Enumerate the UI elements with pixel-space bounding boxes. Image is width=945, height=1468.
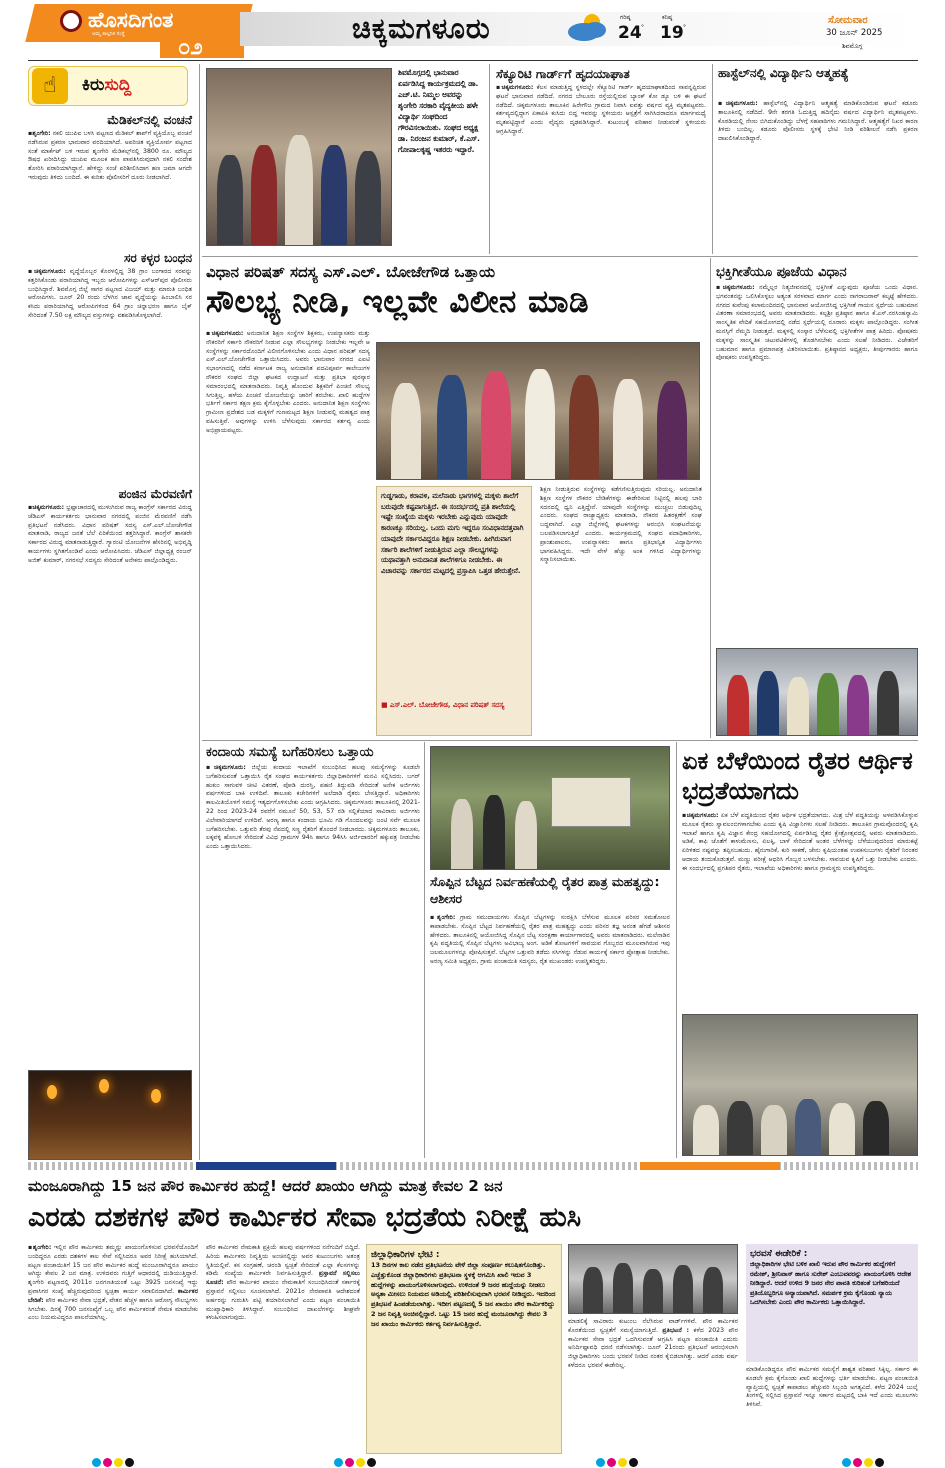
kirusuddi-column (28, 64, 196, 1164)
hostel-title: ಹಾಸ್ಟೆಲ್‌ನಲ್ಲಿ ವಿದ್ಯಾರ್ಥಿನಿ ಆತ್ಮಹತ್ಯೆ (718, 66, 849, 80)
promise-title: ಭರವಸೆ ಈಡೇರಿಕೆ : (750, 1249, 808, 1259)
kirusuddi-label-b: ಸುದ್ದಿ (104, 75, 132, 95)
kandaya-title: ಕಂದಾಯ ಸಮಸ್ಯೆ ಬಗೆಹರಿಸಲು ಒತ್ತಾಯ (206, 745, 374, 760)
bottom-col-4b-text: ಕಳೆದ 2023 ಪೌರ ಕಾರ್ಮಿಕರ ಸೇವಾ ಭದ್ರತೆ ಒದಗಿಸುವಂತೆ ಆಗ್ರಹಿಸಿ ಪಟ್ಟಣ ಪಂಚಾಯಿತಿ ಎದುರು ಅನಿರ್ದಿಷ್ಟಾವಧಿ ಧರಣಿ ನಡೆಸಲಾಗಿತ್ತು. ಜೂನ್ 21ರಂದು ಪ್ರತಿಭಟನೆ ಆರಂಭಿಸಲಾಗಿ ಜಿಲ್ಲಾಧಿಕಾರಿಗಳು ಬಂದು ಭರವಸೆ ನೀಡಿದ ನಂತರ ಕೈಬಿಡಲಾಗಿತ್ತು. ಆದರೆ ಎರಡು ವರ್ಷ ಕಳೆದರೂ ಭರವಸೆ ಈಡೇರಿಲ್ಲ. (568, 1326, 738, 1369)
lead-quote-text: ಗುಡ್ಡಗಾಡು, ಕರಾವಳಿ, ಮಲೆನಾಡು ಭಾಗಗಳಲ್ಲಿ ಮಕ್ಕಳು ಶಾಲೆಗೆ ಬರುವುದೇ ಕಷ್ಟವಾಗುತ್ತಿದೆ. ಈ ಸಂದರ್ಭದಲ್ಲಿ ಪ್ರತಿ ಶಾಲೆಯಲ್ಲಿ ಇಷ್ಟೇ ಸಂಖ್ಯೆಯ ಮಕ್ಕಳು ಇರಬೇಕು ಎನ್ನುವುದು ಯಾವುದೇ ಕಾರಣಕ್ಕೂ ಸರಿಯಲ್ಲ. ಒಂದು ಮಗು ಇದ್ದರೂ ಸಂವಿಧಾನದತ್ತವಾಗಿ ಯಾವುದೇ ಸರ್ಕಾರವಿದ್ದರೂ ಶಿಕ್ಷಣ ನೀಡಬೇಕು. ಹೀಗಿರುವಾಗ ಸರ್ಕಾರಿ ಶಾಲೆಗಳಿಗೆ ನೀಡುತ್ತಿರುವ ಎಲ್ಲಾ ಸೌಲಭ್ಯಗಳನ್ನು ಯಥಾವತ್ತಾಗಿ ಅನುದಾನಿತ ಶಾಲೆಗಳಿಗೂ ನೀಡಬೇಕು. ಈ ವಿಚಾರವನ್ನು ಸರ್ಕಾರದ ಮಟ್ಟದಲ್ಲಿ ಪ್ರಸ್ತಾಪಿಸಿ ಒತ್ತಡ ಹೇರುತ್ತೇನೆ. (381, 492, 524, 575)
min-temp-label: ಕನಿಷ್ಠ (662, 14, 673, 21)
story-torch-body (28, 504, 192, 1064)
dc-visit-body: 13 ದಿನಗಳ ಕಾಲ ನಡೆದ ಪ್ರತಿಭಟನೆಯ ವೇಳೆ ಜಿಲ್ಲಾ ಸಂಪೂರ್ಣ ಕಲುಷಿತಗೊಂಡಿತ್ತು. ಎಚ್ಚೆತ್ತುಕೊಂಡ ಜಿಲ್ಲಾಧಿಕಾರಿಗಳು ಪ್ರತಿಭಟನಾ ಸ್ಥಳಕ್ಕೆ ಆಗಮಿಸಿ ಖಾಲಿ ಇರುವ 3 ಹುದ್ದೆಗಳನ್ನು ಖಾಯಂಗೊಳಿಸಲಾಗುವುದು. ಉಳಿದಂತೆ 9 ಜನರ ಹುದ್ದೆಯನ್ನು ನೀಡಲು ಅನ್ಯತಾ ಮೀಸಲು ನಿಯಮದ ಅಡಿಯಲ್ಲಿ ಪರಿಶೀಲಿಸುವುದಾಗಿ ಭರವಸೆ ನೀಡಿದ್ದರು. ಇದರಿಂದ ಪ್ರತಿಭಟನೆ ಹಿಂಪಡೆಯಲಾಗಿತ್ತು. ಇದೀಗ ಪಟ್ಟಣದಲ್ಲಿ 5 ಜನ ಖಾಯಂ ಪೌರ ಕಾರ್ಮಿಕರಿದ್ದು 2 ಜನ ನಿವೃತ್ತಿ ಅಂಚಿನಲ್ಲಿದ್ದಾರೆ. ಒಟ್ಟು 15 ಜನರ ಹುದ್ದೆ ಮಂಜೂರಾಗಿದ್ದು ಕೇವಲ 3 ಜನ ಖಾಯಂ ಕಾರ್ಮಿಕರು ಕರ್ತವ್ಯ ನಿರ್ವಹಿಸುತ್ತಿದ್ದಾರೆ. (371, 1261, 556, 1328)
weather-cloud-icon (564, 12, 610, 42)
soppina-text: ಗ್ರಾಮ ಸಮುದಾಯಗಳು ಸೊಪ್ಪಿನ ಬೆಟ್ಟಗಳನ್ನು ಸಂರಕ್ಷಿಸಿ ಬೆಳೆಸುವ ಮೂಲಕ ಪರಿಸರ ಸಮತೋಲನ ಕಾಪಾಡಬೇಕು. ಸೊಪ್ಪಿನ ಬೆಟ್ಟದ ನಿರ್ವಹಣೆಯಲ್ಲಿ ರೈತರ ಪಾತ್ರ ಮಹತ್ವದ್ದು ಎಂದು ಪರಿಸರ ತಜ್ಞ ಅನಂತ ಹೆಗಡೆ ಆಶೀಸರ ಹೇಳಿದರು. ತಾಲೂಕಿನಲ್ಲಿ ಆಯೋಜಿಸಿದ್ದ ಸೊಪ್ಪಿನ ಬೆಟ್ಟ ಸಂರಕ್ಷಣಾ ಕಾರ್ಯಾಗಾರದಲ್ಲಿ ಅವರು ಮಾತನಾಡಿದರು. ಮಲೆನಾಡಿನ ಕೃಷಿ ಪದ್ಧತಿಯಲ್ಲಿ ಸೊಪ್ಪಿನ ಬೆಟ್ಟಗಳು ಅವಿಭಾಜ್ಯ ಅಂಗ. ಅಡಿಕೆ ತೋಟಗಳಿಗೆ ಸಾವಯವ ಗೊಬ್ಬರದ ಮೂಲವಾಗಿರುವ ಇವು ಜಲಮೂಲಗಳನ್ನೂ ಪೋಷಿಸುತ್ತವೆ. ಬೆಟ್ಟಗಳ ಒತ್ತುವರಿ ತಡೆದು ಸಸಿಗಳನ್ನು ನೆಡುವ ಕಾರ್ಯಕ್ಕೆ ಸರ್ಕಾರ ಪ್ರೋತ್ಸಾಹ ನೀಡಬೇಕು. ಅರಣ್ಯ ಸಮಿತಿ ಅಧ್ಯಕ್ಷರು, ಗ್ರಾಮ ಪಂಚಾಯಿತಿ ಸದಸ್ಯರು, ರೈತ ಮುಖಂಡರು ಉಪಸ್ಥಿತರಿದ್ದರು. (430, 914, 670, 965)
hostel-text: ಹಾಸ್ಟೆಲ್‌ನಲ್ಲಿ ವಿದ್ಯಾರ್ಥಿನಿ ಆತ್ಮಹತ್ಯೆ ಮಾಡಿಕೊಂಡಿರುವ ಘಟನೆ ಕಡೂರು ತಾಲೂಕಿನಲ್ಲಿ ನಡೆದಿದೆ. 9ನೇ ತರಗತಿ ಓದುತ್ತಿದ್ದ ಹದಿನೈದು ವರ್ಷದ ವಿದ್ಯಾರ್ಥಿನಿ ಮೃತಪಟ್ಟವಳು. ಕೊಠಡಿಯಲ್ಲಿ ನೇಣು ಬಿಗಿದುಕೊಂಡಿದ್ದು ಬೆಳಗ್ಗೆ ಸಹಪಾಠಿಗಳು ಗಮನಿಸಿದ್ದಾರೆ. ಆತ್ಮಹತ್ಯೆಗೆ ನಿಖರ ಕಾರಣ ತಿಳಿದು ಬಂದಿಲ್ಲ. ಕಡೂರು ಪೊಲೀಸರು ಸ್ಥಳಕ್ಕೆ ಭೇಟಿ ನೀಡಿ ಪರಿಶೀಲನೆ ನಡೆಸಿ ಪ್ರಕರಣ ದಾಖಲಿಸಿಕೊಂಡಿದ್ದಾರೆ. (718, 100, 918, 143)
bhakti-prize-photo (716, 648, 918, 736)
max-temp-label: ಗರಿಷ್ಠ (620, 14, 631, 21)
story-torch-dateline: ▪ಚಿಕ್ಕಮಗಳೂರು: (28, 504, 65, 511)
kandaya-text: ಜಿಲ್ಲೆಯ ಕಂದಾಯ ಇಲಾಖೆಗೆ ಸಂಬಂಧಿಸಿದ ಹಲವು ಸಮಸ್ಯೆಗಳನ್ನು ಕೂಡಲೇ ಬಗೆಹರಿಸುವಂತೆ ಒತ್ತಾಯಿಸಿ ರೈತ ಸಂಘದ ಕಾರ್ಯಕರ್ತರು ಜಿಲ್ಲಾಧಿಕಾರಿಗಳಿಗೆ ಮನವಿ ಸಲ್ಲಿಸಿದರು. ಬಗರ್ ಹುಕುಂ ಸಾಗುವಳಿ ಚೀಟಿ ವಿತರಣೆ, ಪೋಡಿ ದುರಸ್ತಿ, ಪಹಣಿ ತಿದ್ದುಪಡಿ ಸೇರಿದಂತೆ ಅನೇಕ ಅರ್ಜಿಗಳು ವರ್ಷಗಳಿಂದ ಬಾಕಿ ಉಳಿದಿವೆ. ತಾಲೂಕು ಕಚೇರಿಗಳಿಗೆ ಅಲೆದಾಡಿ ರೈತರು ಬೇಸತ್ತಿದ್ದಾರೆ. ಅಧಿಕಾರಿಗಳು ಕಾಲಮಿತಿಯೊಳಗೆ ಸಮಸ್ಯೆ ಇತ್ಯರ್ಥಗೊಳಿಸಬೇಕು ಎಂದು ಆಗ್ರಹಿಸಿದರು. ಚಿಕ್ಕಮಗಳೂರು ತಾಲೂಕಿನಲ್ಲಿ 2021-22 ರಿಂದ 2023-24 ರವರೆಗೆ ನಮೂನೆ 50, 53, 57 ರಡಿ ಸಲ್ಲಿಕೆಯಾದ ಸಾವಿರಾರು ಅರ್ಜಿಗಳು ವಿಲೇವಾರಿಯಾಗದೆ ಉಳಿದಿವೆ. ಅರಣ್ಯ ಹಾಗೂ ಕಂದಾಯ ಭೂಮಿ ಗಡಿ ಗೊಂದಲವನ್ನು ಜಂಟಿ ಸರ್ವೆ ಮೂಲಕ ಬಗೆಹರಿಸಬೇಕು. ಒತ್ತುವರಿ ತೆರವು ನೆಪದಲ್ಲಿ ಸಣ್ಣ ರೈತರಿಗೆ ತೊಂದರೆ ನೀಡಬಾರದು. ಚಿಕ್ಕಮಗಳೂರು ತಾಲೂಕು, ಲಕ್ಕವಳ್ಳಿ ಹೋಬಳಿ ಸೇರಿದಂತೆ ವಿವಿಧ ಗ್ರಾಮಗಳ 94ಸಿ ಹಾಗೂ 94ಸಿಸಿ ಅರ್ಜಿದಾರರಿಗೆ ಹಕ್ಕುಪತ್ರ ನೀಡಬೇಕು ಎಂದು ಒತ್ತಾಯಿಸಿದರು. (206, 764, 420, 851)
ekabele-title: ಏಕ ಬೆಳೆಯಿಂದ ರೈತರ ಆರ್ಥಿಕ ಭದ್ರತೆಯಾಗದು (682, 747, 913, 805)
security-text: ಕೆಲಸ ಮಾಡುತ್ತಿದ್ದ ಸ್ಥಳದಲ್ಲೇ ಸೆಕ್ಯೂರಿಟಿ ಗಾರ್ಡ್ ಹೃದಯಾಘಾತದಿಂದ ಸಾವನ್ನಪ್ಪಿರುವ ಘಟನೆ ಭಾನುವಾರ ನಡೆದಿದೆ. ನಗರದ ಬೇಲೂರು ರಸ್ತೆಯಲ್ಲಿರುವ ಬ್ಯಾಂಕ್ ಕೋ ಡ್ಯೂ ಬಳಿ ಈ ಘಟನೆ ನಡೆದಿದೆ. ಚಿಕ್ಕಮಗಳೂರು ತಾಲೂಕಿನ ಹಿರೇಗೌಜ ಗ್ರಾಮದ ನಿವಾಸಿ ಐವತ್ತು ವರ್ಷದ ವ್ಯಕ್ತಿ ಮೃತಪಟ್ಟವರು. ಕರ್ತವ್ಯದಲ್ಲಿದ್ದಾಗ ಏಕಾಏಕಿ ಕುಸಿದು ಬಿದ್ದ ಇವರನ್ನು ಸ್ಥಳೀಯರು ಆಸ್ಪತ್ರೆಗೆ ಸಾಗಿಸಿದರಾದರೂ ಮಾರ್ಗಮಧ್ಯೆ ಮೃತಪಟ್ಟಿದ್ದಾರೆ ಎಂದು ವೈದ್ಯರು ದೃಢಪಡಿಸಿದ್ದಾರೆ. ಕುಟುಂಬಕ್ಕೆ ಪರಿಹಾರ ನೀಡುವಂತೆ ಸ್ಥಳೀಯರು ಆಗ್ರಹಿಸಿದ್ದಾರೆ. (496, 84, 706, 135)
story-torch-title: ಪಂಜಿನ ಮೆರವಣಿಗೆ (118, 487, 192, 501)
bottom-headline: ಎರಡು ದಶಕಗಳ ಪೌರ ಕಾರ್ಮಿಕರ ಸೇವಾ ಭದ್ರತೆಯ ನಿರೀಕ್ಷೆ ಹುಸಿ (28, 1202, 582, 1233)
lead-kicker: ವಿಧಾನ ಪರಿಷತ್ ಸದಸ್ಯ ಎಸ್.ಎಲ್. ಬೋಜೇಗೌಡ ಒತ್ತಾಯ (206, 263, 496, 281)
story-medical-dateline: ▪ಶೃಂಗೇರಿ: (28, 130, 51, 137)
story-torch-text: ಭ್ರಷ್ಟಾಚಾರದಲ್ಲಿ ಮುಳುಗಿರುವ ರಾಜ್ಯ ಕಾಂಗ್ರೆಸ್ ಸರ್ಕಾರದ ವಿರುದ್ಧ ಜೆಡಿಎಸ್ ಕಾರ್ಯಕರ್ತರು ಭಾನುವಾರ ನಗರದಲ್ಲಿ ಪಂಜಿನ ಮೆರವಣಿಗೆ ನಡೆಸಿ ಪ್ರತಿಭಟನೆ ನಡೆಸಿದರು. ವಿಧಾನ ಪರಿಷತ್ ಸದಸ್ಯ ಎಸ್.ಎಲ್.ಬೋಜೇಗೌಡ ಮಾತನಾಡಿ, ರಾಜ್ಯದ ಜನತೆ ಬೆಲೆ ಏರಿಕೆಯಿಂದ ತತ್ತರಿಸಿದ್ದಾರೆ. ಕಾಂಗ್ರೆಸ್ ಶಾಸಕರೇ ಸರ್ಕಾರದ ವಿರುದ್ಧ ಮಾತನಾಡುತ್ತಿದ್ದಾರೆ. ಗ್ಯಾರಂಟಿ ಯೋಜನೆಗಳ ಹೆಸರಿನಲ್ಲಿ ಅಭಿವೃದ್ಧಿ ಕಾರ್ಯಗಳು ಸ್ಥಗಿತಗೊಂಡಿವೆ ಎಂದು ಆರೋಪಿಸಿದರು. ಜೆಡಿಎಸ್ ಜಿಲ್ಲಾಧ್ಯಕ್ಷ ರಂಜನ್ ಅಜಿತ್ ಕುಮಾರ್, ನಗರಸಭೆ ಸದಸ್ಯರು ಸೇರಿದಂತೆ ಅನೇಕರು ಪಾಲ್ಗೊಂಡಿದ್ದರು. (28, 504, 192, 564)
lead-quote-box (376, 486, 532, 736)
lead-text-1: ಅನುದಾನಿತ ಶಿಕ್ಷಣ ಸಂಸ್ಥೆಗಳ ಶಿಕ್ಷಕರು, ಉಪನ್ಯಾಸಕರು ಮತ್ತು ನೌಕರರಿಗೆ ಸರ್ಕಾರಿ ನೌಕರರಿಗೆ ನೀಡುವ ಎಲ್ಲಾ ಸೌಲಭ್ಯಗಳನ್ನು ನೀಡಬೇಕು ಇಲ್ಲವೇ ಆ ಸಂಸ್ಥೆಗಳನ್ನು ಸರ್ಕಾರದೊಂದಿಗೆ ವಿಲೀನಗೊಳಿಸಬೇಕು ಎಂದು ವಿಧಾನ ಪರಿಷತ್ ಸದಸ್ಯ ಎಸ್.ಎಲ್.ಬೋಜೇಗೌಡ ಒತ್ತಾಯಿಸಿದರು. ಅವರು ಭಾನುವಾರ ನಗರದ ಎಐಟಿ ಸಭಾಂಗಣದಲ್ಲಿ ನಡೆದ ಕರ್ನಾಟಕ ರಾಜ್ಯ ಅನುದಾನಿತ ಪದವಿಪೂರ್ವ ಕಾಲೇಜುಗಳ ನೌಕರರ ಸಂಘದ ಜಿಲ್ಲಾ ಘಟಕದ ಉದ್ಘಾಟನೆ ಮತ್ತು ಪ್ರತಿಭಾ ಪುರಸ್ಕಾರ ಸಮಾರಂಭದಲ್ಲಿ ಮಾತನಾಡಿದರು. ನಿವೃತ್ತಿ ಹೊಂದುವ ಶಿಕ್ಷಕರಿಗೆ ಪಿಂಚಣಿ ಸೌಲಭ್ಯ ಸಿಗುತ್ತಿಲ್ಲ. ಹಳೆಯ ಪಿಂಚಣಿ ಯೋಜನೆಯನ್ನು ಜಾರಿಗೆ ತರಬೇಕು. ಖಾಲಿ ಹುದ್ದೆಗಳ ಭರ್ತಿಗೆ ಸರ್ಕಾರ ತಕ್ಷಣ ಕ್ರಮ ಕೈಗೊಳ್ಳಬೇಕು ಎಂದರು. ಅನುದಾನಿತ ಶಿಕ್ಷಣ ಸಂಸ್ಥೆಗಳು ಗ್ರಾಮೀಣ ಪ್ರದೇಶದ ಬಡ ಮಕ್ಕಳಿಗೆ ಗುಣಮಟ್ಟದ ಶಿಕ್ಷಣ ನೀಡುವಲ್ಲಿ ಮಹತ್ವದ ಪಾತ್ರ ವಹಿಸುತ್ತಿವೆ. ಅವುಗಳನ್ನು ಉಳಿಸಿ ಬೆಳೆಸುವುದು ಸರ್ಕಾರದ ಕರ್ತವ್ಯ ಎಂದು ಅಭಿಪ್ರಾಯಪಟ್ಟರು. (206, 330, 370, 434)
edition-place: ಶಿವಮೊಗ್ಗ (842, 42, 863, 50)
bottom-col-1 (28, 1244, 198, 1454)
story-chain-body (28, 268, 192, 482)
lead-body-1 (206, 330, 370, 730)
section-divider (28, 1162, 918, 1170)
soppina-body (430, 914, 670, 1156)
ekabele-dateline: ▪ಚಿಕ್ಕಮಗಳೂರು: (682, 812, 719, 819)
security-dateline: ▪ಚಿಕ್ಕಮಗಳೂರು: (496, 84, 534, 91)
story-chain-title: ಸರ ಕಳ್ಳರ ಬಂಧನ (124, 251, 192, 265)
issue-day: ಸೋಮವಾರ (828, 15, 868, 26)
workers-photo (568, 1244, 738, 1314)
bottom-sub-protest: ಪ್ರತಿಭಟನೆ : (662, 1326, 689, 1334)
bottom-col-1b-text: ಪೌರ ಕಾರ್ಮಿಕರ ಸೇವಾ ಭದ್ರತೆ, ವೇತನ ಹೆಚ್ಚಳ ಹಾಗೂ ಆರೋಗ್ಯ ಸೌಲಭ್ಯಗಳು ಸಿಗಬೇಕು. ದಿನಕ್ಕೆ 700 ಜನಸಂಖ್ಯೆಗೆ ಒಬ್ಬ ಪೌರ ಕಾರ್ಮಿಕರಂತೆ ನೇಮಕ ಮಾಡಬೇಕು ಎಂಬ ನಿಯಮವಿದ್ದರೂ ಪಾಲನೆಯಾಗಿಲ್ಲ. (28, 1296, 198, 1322)
lead-event-photo (376, 342, 700, 480)
bottom-col-2-text: ಪೌರ ಕಾರ್ಮಿಕರ ನೇಮಕಾತಿ ಪ್ರಕ್ರಿಯೆ ಹಲವು ವರ್ಷಗಳಿಂದ ನನೆಗುದಿಗೆ ಬಿದ್ದಿದೆ. ಹಿರಿಯ ಕಾರ್ಮಿಕರು ನಿವೃತ್ತಿಯ ಅಂಚಿನಲ್ಲಿದ್ದು ಅವರ ಕುಟುಂಬಗಳು ಅತಂತ್ರ ಸ್ಥಿತಿಯಲ್ಲಿವೆ. ಕಸ ಸಂಗ್ರಹಣೆ, ಚರಂಡಿ ಸ್ವಚ್ಛತೆ ಸೇರಿದಂತೆ ಎಲ್ಲಾ ಕೆಲಸಗಳನ್ನು ಕಡಿಮೆ ಸಂಖ್ಯೆಯ ಕಾರ್ಮಿಕರೇ ನಿರ್ವಹಿಸುತ್ತಿದ್ದಾರೆ. (206, 1244, 360, 1278)
promise-body: ಜಿಲ್ಲಾಧಿಕಾರಿಗಳ ಭೇಟಿ ಬಳಿಕ ಖಾಲಿ ಇರುವ ಪೌರ ಕಾರ್ಮಿಕರ ಹುದ್ದೆಗಳಿಗೆ ರಮೇಶ್, ಶ್ರೀನಿವಾಸ್ ಹಾಗೂ ಸುರೇಶ್ ಎಂಬುವವರನ್ನು ಖಾಯಂಗೊಳಿಸಿ ಆದೇಶ ನೀಡಿದ್ದಾರೆ. ಆದರೆ ಉಳಿದ 9 ಜನರ ನೇರ ಪಾವತಿ ಕುರಿತಂತೆ ಬಗೆಹರಿಯದೆ ಪ್ರತಿಯೊಬ್ಬರಿಗೂ ಅನ್ಯಾಯವಾಗಿದೆ. ಸಮರ್ಪಕ ಕ್ರಮ ಕೈಗೊಂಡು ನ್ಯಾಯ ಒದಗಿಸಬೇಕು ಎಂದು ಪೌರ ಕಾರ್ಮಿಕರು ಒತ್ತಾಯಿಸಿದ್ದಾರೆ. (750, 1260, 912, 1307)
brand-tagline: ಅಮ್ಮ ಕಾಲ್ಪನಿಕ ಸಂಸ್ಥೆ (92, 31, 125, 37)
bottom-col-2 (206, 1244, 360, 1454)
lead-dateline: ▪ಚಿಕ್ಕಮಗಳೂರು: (206, 330, 244, 337)
newspaper-logo-icon (60, 10, 82, 32)
hostel-dateline: ▪ಚಿಕ್ಕಮಗಳೂರು: (718, 100, 758, 107)
divider-accent-orange (640, 1162, 780, 1170)
award-ceremony-photo (206, 68, 392, 246)
lead-headline: ಸೌಲಭ್ಯ ನೀಡಿ, ಇಲ್ಲವೇ ವಿಲೀನ ಮಾಡಿ (206, 284, 590, 320)
issue-date: 30 ಜೂನ್ 2025 (826, 28, 883, 38)
dc-visit-box (366, 1244, 562, 1454)
story-medical-text: ನಕಲಿ ಯುಪಿಐ ಬಳಸಿ ಪಟ್ಟಣದ ಮೆಡಿಕಲ್ ಶಾಪ್‌ಗೆ ವ್ಯಕ್ತಿಯೊಬ್ಬ ವಂಚನೆ ನಡೆಸಿರುವ ಪ್ರಕರಣ ಭಾನುವಾರ ವರದಿಯಾಗಿದೆ. ಅಪರಿಚಿತ ವ್ಯಕ್ತಿಯೋರ್ವ ಪಟ್ಟಣದ ಸಂತೆ ಮಾರ್ಕೆಟ್ ಬಳಿ ಇರುವ ಶೃಂಗೇರಿ ಮೆಡಿಕಲ್ಸ್‌ನಲ್ಲಿ 3800 ರೂ. ಮೌಲ್ಯದ ಔಷಧ ಖರೀದಿಸಿದ್ದು ಯುಪಿಐ ಮೂಲಕ ಹಣ ಪಾವತಿಸಿರುವುದಾಗಿ ನಕಲಿ ಸಂದೇಶ ತೋರಿಸಿ ಪರಾರಿಯಾಗಿದ್ದಾನೆ. ಹೇಳಿದ್ದು ಸಂಜೆ ಪರಿಶೀಲಿಸಿದಾಗ ಹಣ ಜಮಾ ಆಗದೇ ಇರುವುದು ತಿಳಿದು ಬಂದಿದೆ. ಈ ಕುರಿತು ಪೊಲೀಸರಿಗೆ ದೂರು ನೀಡಲಾಗಿದೆ. (28, 130, 192, 181)
security-body (496, 84, 706, 250)
bottom-kicker: ಮಂಜೂರಾಗಿದ್ದು 15 ಜನ ಪೌರ ಕಾರ್ಮಿಕರ ಹುದ್ದೆ! ಆದರೆ ಖಾಯಂ ಆಗಿದ್ದು ಮಾತ್ರ ಕೇವಲ 2 ಜನ (28, 1177, 503, 1195)
award-photo-caption: ಶಿವಮೊಗ್ಗದಲ್ಲಿ ಭಾನುವಾರ ಏರ್ಪಡಿಸಿದ್ದ ಕಾರ್ಯಕ್ರಮದಲ್ಲಿ ಡಾ. ಎಚ್.ಟಿ. ನಿಮ್ಮಲ ಅವರನ್ನು ಶೃಂಗೇರಿ ಸರಕಾರಿ ವೈದ್ಯಕೀಯ ಹಳೇ ವಿದ್ಯಾರ್ಥಿ ಸಂಘದಿಂದ ಗೌರವಿಸಲಾಯಿತು. ಸಂಘದ ಅಧ್ಯಕ್ಷ ಡಾ. ನಿರಂಜನ ಕುಮಾರ್, ಕೆ.ಎಸ್. ಗೋಪಾಲಕೃಷ್ಣ ಇತರರು ಇದ್ದಾರೆ. (398, 68, 480, 154)
farmers-meeting-photo (682, 1014, 918, 1156)
degree-max: ° (641, 24, 644, 31)
max-temp: 24 (618, 23, 642, 43)
bhakti-dateline: ▪ಚಿಕ್ಕಮಗಳೂರು: (716, 284, 755, 291)
degree-min: ° (683, 24, 686, 31)
security-title: ಸೆಕ್ಯೂರಿಟಿ ಗಾರ್ಡ್‌ಗೆ ಹೃದಯಾಘಾತ (496, 67, 630, 81)
bottom-dateline: ▪ಶೃಂಗೇರಿ: (28, 1244, 52, 1251)
kirusuddi-label-a: ಕಿರು (82, 75, 105, 95)
story-medical-title: ಮೆಡಿಕಲ್‌ನಲ್ಲಿ ವಂಚನೆ (107, 113, 192, 127)
lead-body-2: ಶಿಕ್ಷಣ ನೀಡುತ್ತಿರುವ ಸಂಸ್ಥೆಗಳನ್ನು ಕಡೆಗಣಿಸುತ್ತಿರುವುದು ಸರಿಯಲ್ಲ. ಅನುದಾನಿತ ಶಿಕ್ಷಣ ಸಂಸ್ಥೆಗಳ ನೌಕರರ ಬೇಡಿಕೆಗಳನ್ನು ಈಡೇರಿಸುವ ನಿಟ್ಟಿನಲ್ಲಿ ಹಲವು ಬಾರಿ ಸದನದಲ್ಲಿ ಧ್ವನಿ ಎತ್ತಿದ್ದೇನೆ. ಯಾವುದೇ ಸಂಸ್ಥೆಗಳನ್ನು ಮುಚ್ಚಲು ಬಿಡುವುದಿಲ್ಲ ಎಂದರು. ಸಂಘದ ರಾಜ್ಯಾಧ್ಯಕ್ಷರು ಮಾತನಾಡಿ, ನೌಕರರ ಹಿತರಕ್ಷಣೆಗೆ ಸಂಘ ಬದ್ಧವಾಗಿದೆ. ಎಲ್ಲಾ ಜಿಲ್ಲೆಗಳಲ್ಲಿ ಘಟಕಗಳನ್ನು ಆರಂಭಿಸಿ ಸಂಘಟನೆಯನ್ನು ಬಲಪಡಿಸಲಾಗುತ್ತಿದೆ ಎಂದರು. ಕಾರ್ಯಕ್ರಮದಲ್ಲಿ ಸಂಘದ ಪದಾಧಿಕಾರಿಗಳು, ಪ್ರಾಂಶುಪಾಲರು, ಉಪನ್ಯಾಸಕರು ಹಾಗೂ ಪ್ರತಿಭಾನ್ವಿತ ವಿದ್ಯಾರ್ಥಿಗಳು ಭಾಗವಹಿಸಿದ್ದರು. ಇದೇ ವೇಳೆ ಹೆಚ್ಚು ಅಂಕ ಗಳಿಸಿದ ವಿದ್ಯಾರ್ಥಿಗಳನ್ನು ಸನ್ಮಾನಿಸಲಾಯಿತು. (540, 486, 702, 564)
torch-rally-photo (28, 1070, 192, 1160)
ekabele-text: ಏಕ ಬೆಳೆ ಪದ್ಧತಿಯಿಂದ ರೈತರ ಆರ್ಥಿಕ ಭದ್ರತೆಯಾಗದು. ಮಿಶ್ರ ಬೆಳೆ ಪದ್ಧತಿಯನ್ನು ಅಳವಡಿಸಿಕೊಳ್ಳುವ ಮೂಲಕ ರೈತರು ಸ್ವಾವಲಂಬಿಗಳಾಗಬೇಕು ಎಂದು ಕೃಷಿ ವಿಜ್ಞಾನಿಗಳು ಸಲಹೆ ನೀಡಿದರು. ತಾಲೂಕಿನ ಗ್ರಾಮವೊಂದರಲ್ಲಿ ಕೃಷಿ ಇಲಾಖೆ ಹಾಗೂ ಕೃಷಿ ವಿಜ್ಞಾನ ಕೇಂದ್ರ ಸಹಯೋಗದಲ್ಲಿ ಏರ್ಪಡಿಸಿದ್ದ ರೈತರ ಕ್ಷೇತ್ರೋತ್ಸವದಲ್ಲಿ ಅವರು ಮಾತನಾಡಿದರು. ಅಡಿಕೆ, ಕಾಫಿ ಜೊತೆಗೆ ಕಾಳುಮೆಣಸು, ಏಲಕ್ಕಿ, ಬಾಳೆ ಸೇರಿದಂತೆ ಅಂತರ ಬೆಳೆಗಳನ್ನು ಬೆಳೆಯುವುದರಿಂದ ಮಾರುಕಟ್ಟೆ ಏರಿಳಿತದ ನಷ್ಟವನ್ನು ತಪ್ಪಿಸಬಹುದು. ಹೈನುಗಾರಿಕೆ, ಕುರಿ ಸಾಕಣೆ, ಜೇನು ಕೃಷಿಯಂತಹ ಉಪಕಸುಬುಗಳು ರೈತರಿಗೆ ನಿರಂತರ ಆದಾಯ ತಂದುಕೊಡುತ್ತವೆ. ಮಣ್ಣು ಪರೀಕ್ಷೆ ಆಧರಿಸಿ ಗೊಬ್ಬರ ಬಳಸಬೇಕು. ಸಾವಯವ ಕೃಷಿಗೆ ಒತ್ತು ನೀಡಬೇಕು ಎಂದರು. ಈ ಸಂದರ್ಭದಲ್ಲಿ ಪ್ರಗತಿಪರ ರೈತರು, ಇಲಾಖೆಯ ಅಧಿಕಾರಿಗಳು ಹಾಗೂ ಗ್ರಾಮಸ್ಥರು ಉಪಸ್ಥಿತರಿದ್ದರು. (682, 812, 918, 872)
divider-accent-blue (196, 1162, 336, 1170)
lead-quote-byline: ■ ಎಸ್.ಎಲ್. ಬೋಜೇಗೌಡ, ವಿಧಾನ ಪರಿಷತ್ ಸದಸ್ಯ (381, 701, 505, 709)
bottom-col-4-text: ಮಾಡಲಿಕ್ಕೆ ಸಾವಿರಾರು ಕುಟುಂಬ ನೆಲೆಸಿರುವ ವಾರ್ಡ್‌ಗಳಿವೆ. ಪೌರ ಕಾರ್ಮಿಕರ ಕೊರತೆಯಿಂದ ಸ್ವಚ್ಛತೆಗೆ ಸಮಸ್ಯೆಯಾಗುತ್ತಿದೆ. (568, 1318, 738, 1334)
story-medical-body (28, 130, 192, 246)
bhakti-text: ನಮ್ಮೆಲ್ಲರ ನಿತ್ಯಜೀವನದಲ್ಲಿ ಭಕ್ತಿಗೀತೆ ಎನ್ನುವುದು ಪೂಜೆಯ ಒಂದು ವಿಧಾನ. ಭಗವಂತನನ್ನು ಒಲಿಸಿಕೊಳ್ಳಲು ಅತ್ಯಂತ ಸರಳವಾದ ಮಾರ್ಗ ಎಂದು ನಾಗರಾಜರಾವ್ ಕಲ್ಕಟ್ಟೆ ಹೇಳಿದರು. ನಗರದ ಕುವೆಂಪು ಕಲಾಮಂದಿರದಲ್ಲಿ ಭಾನುವಾರ ಆಯೋಜಿಸಿದ್ದ ಭಕ್ತಿಗೀತೆ ಗಾಯನ ಸ್ಪರ್ಧೆಯ ಬಹುಮಾನ ವಿತರಣಾ ಸಮಾರಂಭದಲ್ಲಿ ಅವರು ಮಾತನಾಡಿದರು. ಕಲ್ಪಶ್ರೀ ಪ್ರತಿಷ್ಠಾನ ಹಾಗೂ ಕೆ.ಎಸ್.ನರಸಿಂಹಸ್ವಾಮಿ ಸಾಂಸ್ಕೃತಿಕ ವೇದಿಕೆ ಸಹಯೋಗದಲ್ಲಿ ನಡೆದ ಸ್ಪರ್ಧೆಯಲ್ಲಿ ನೂರಾರು ಮಕ್ಕಳು ಪಾಲ್ಗೊಂಡಿದ್ದರು. ಸಂಗೀತ ಮನಸ್ಸಿಗೆ ನೆಮ್ಮದಿ ನೀಡುತ್ತದೆ. ಮಕ್ಕಳಲ್ಲಿ ಸಂಸ್ಕಾರ ಬೆಳೆಸುವಲ್ಲಿ ಭಕ್ತಿಗೀತೆಗಳ ಪಾತ್ರ ಹಿರಿದು. ಪೋಷಕರು ಮಕ್ಕಳನ್ನು ಸಾಂಸ್ಕೃತಿಕ ಚಟುವಟಿಕೆಗಳಲ್ಲಿ ತೊಡಗಿಸಬೇಕು ಎಂದು ಸಲಹೆ ನೀಡಿದರು. ವಿಜೇತರಿಗೆ ಬಹುಮಾನ ಹಾಗೂ ಪ್ರಮಾಣಪತ್ರ ವಿತರಿಸಲಾಯಿತು. ಪ್ರತಿಷ್ಠಾನದ ಅಧ್ಯಕ್ಷರು, ತೀರ್ಪುಗಾರರು ಹಾಗೂ ಪೋಷಕರು ಉಪಸ್ಥಿತರಿದ್ದರು. (716, 284, 918, 362)
registration-marks-2 (334, 1458, 378, 1468)
story-chain-dateline: ▪ಚಿಕ್ಕಮಗಳೂರು: (28, 268, 66, 275)
registration-marks-4 (842, 1458, 886, 1468)
dc-visit-title: ಜಿಲ್ಲಾಧಿಕಾರಿಗಳ ಭೇಟಿ : (371, 1250, 440, 1260)
bottom-col-6: ಮಾಡಿಕೊಂಡಿದ್ದರೂ ಪೌರ ಕಾರ್ಮಿಕರ ಸಮಸ್ಯೆಗೆ ಶಾಶ್ವತ ಪರಿಹಾರ ಸಿಕ್ಕಿಲ್ಲ. ಸರ್ಕಾರ ಈ ಕೂಡಲೇ ಕ್ರಮ ಕೈಗೊಂಡು ಖಾಲಿ ಹುದ್ದೆಗಳನ್ನು ಭರ್ತಿ ಮಾಡಬೇಕು. ಪಟ್ಟಣ ಪಂಚಾಯಿತಿ ವ್ಯಾಪ್ತಿಯಲ್ಲಿ ಸ್ವಚ್ಛತೆ ಕಾಪಾಡಲು ಹೆಚ್ಚುವರಿ ಸಿಬ್ಬಂದಿ ಅಗತ್ಯವಿದೆ. ಕಳೆದ 2024 ಜುಲೈ ತಿಂಗಳಲ್ಲಿ ಸಲ್ಲಿಸಿದ ಪ್ರಸ್ತಾವನೆ ಇನ್ನೂ ಸರ್ಕಾರ ಮಟ್ಟದಲ್ಲಿ ಬಾಕಿ ಇದೆ ಎಂದು ಮೂಲಗಳು ತಿಳಿಸಿವೆ. (746, 1366, 918, 1409)
brand-name: ಹೊಸದಿಗಂತ (88, 7, 174, 32)
kandaya-dateline: ▪ಚಿಕ್ಕಮಗಳೂರು: (206, 764, 246, 771)
bottom-sub-proposal: ಪ್ರಸ್ತಾವನೆ ಸಲ್ಲಿಸಲು ಸೂಚನೆ: (206, 1270, 360, 1287)
city-name: ಚಿಕ್ಕಮಗಳೂರು (352, 12, 491, 45)
bhakti-body (716, 284, 918, 644)
masthead (0, 0, 945, 62)
registration-marks-1 (92, 1458, 136, 1468)
bottom-col-2b-text: ಪೌರ ಕಾರ್ಮಿಕರ ಖಾಯಂ ನೇಮಕಾತಿಗೆ ಸಂಬಂಧಿಸಿದಂತೆ ಸರ್ಕಾರಕ್ಕೆ ಪ್ರಸ್ತಾವನೆ ಸಲ್ಲಿಸಲು ಸೂಚಿಸಲಾಗಿದೆ. 2021ರ ನೇರಪಾವತಿ ಆದೇಶದಂತೆ ಅರ್ಹರನ್ನು ಗುರುತಿಸಿ ಪಟ್ಟಿ ತಯಾರಿಸಲಾಗಿದೆ ಎಂದು ಪಟ್ಟಣ ಪಂಚಾಯಿತಿ ಮುಖ್ಯಾಧಿಕಾರಿ ತಿಳಿಸಿದ್ದಾರೆ. ಸಂಬಂಧಿಸಿದ ದಾಖಲೆಗಳನ್ನು ಶೀಘ್ರವೇ ಕಳುಹಿಸಲಾಗುವುದು. (206, 1279, 360, 1322)
kandaya-body (206, 764, 420, 1156)
promise-box (746, 1244, 918, 1362)
page-number: ೦೨ (178, 35, 203, 60)
min-temp: 19 (660, 23, 684, 43)
bottom-col-1-text: ಇಲ್ಲಿನ ಪೌರ ಕಾರ್ಮಿಕರು ತಮ್ಮನ್ನು ಖಾಯಂಗೊಳಿಸುವ ಭರವಸೆಯೊಂದಿಗೆ ಬಂದಿದ್ದರೂ ಎರಡು ದಶಕಗಳ ಕಾಲ ಸೇವೆ ಸಲ್ಲಿಸಿದರೂ ಅವರ ನಿರೀಕ್ಷೆ ಹುಸಿಯಾಗಿದೆ. ಪಟ್ಟಣ ಪಂಚಾಯಿತಿಗೆ 15 ಜನ ಪೌರ ಕಾರ್ಮಿಕರ ಹುದ್ದೆ ಮಂಜೂರಾಗಿದ್ದರೂ ಖಾಯಂ ಆಗಿದ್ದು ಕೇವಲ 2 ಜನ ಮಾತ್ರ. ಉಳಿದವರು ಗುತ್ತಿಗೆ ಆಧಾರದಲ್ಲಿ ದುಡಿಯುತ್ತಿದ್ದಾರೆ. ಶೃಂಗೇರಿ ಪಟ್ಟಣದಲ್ಲಿ 2011ರ ಜನಗಣತಿಯಂತೆ ಒಟ್ಟು 3925 ಜನಸಂಖ್ಯೆ ಇದ್ದು ಪ್ರವಾಸಿಗರ ಸಂಖ್ಯೆ ಹೆಚ್ಚಿರುವುದರಿಂದ ಸ್ವಚ್ಛತಾ ಕಾರ್ಯ ಸವಾಲಿನದಾಗಿದೆ. (28, 1244, 198, 1295)
pointing-hand-icon: ☝ (32, 68, 68, 104)
kirusuddi-label (82, 74, 131, 97)
bhakti-title: ಭಕ್ತಿಗೀತೆಯೂ ಪೂಜೆಯ ವಿಧಾನ (716, 265, 847, 280)
soppina-title: ಸೊಪ್ಪಿನ ಬೆಟ್ಟದ ನಿರ್ವಹಣೆಯಲ್ಲಿ ರೈತರ ಪಾತ್ರ ಮಹತ್ವದ್ದು: ಆಶೀಸರ (430, 874, 660, 906)
bottom-col-4 (568, 1318, 738, 1454)
bottom-sub-demand: ಕಾರ್ಮಿಕರ ಬೇಡಿಕೆ: (28, 1287, 198, 1304)
tree-planting-photo (430, 746, 670, 870)
ekabele-body (682, 812, 918, 1008)
story-chain-text: ವೃದ್ಧೆಯೊಬ್ಬರ ಕೊರಳಲ್ಲಿದ್ದ 38 ಗ್ರಾಂ ಬಂಗಾರದ ಸರವನ್ನು ಕತ್ತರಿಸಿಕೊಂಡು ಪರಾರಿಯಾಗಿದ್ದ ಇಬ್ಬರು ಆರೋಪಿಗಳನ್ನು ಎಸ್‌ಆರ್‌ಪುರ ಪೊಲೀಸರು ಬಂಧಿಸಿದ್ದಾರೆ. ಶಿವಮೊಗ್ಗ ಜಿಲ್ಲೆ ಸಾಗರ ಪಟ್ಟಣದ ವಿಜಯ್ ಮತ್ತು ಮಾರುತಿ ಬಂಧಿತ ಆರೋಪಿಗಳು. ಜೂನ್ 20 ರಂದು ಬೆಳಗಿನ ಜಾವ ವೃದ್ಧೆಯನ್ನು ಹಿಂಬಾಲಿಸಿ ಸರ ಕಸಿದು ಪರಾರಿಯಾಗಿದ್ದ ಆರೋಪಿಗಳಿಂದ 64 ಗ್ರಾಂ ಚಿನ್ನಾಭರಣ ಹಾಗೂ ಬೈಕ್ ಸೇರಿದಂತೆ 7.50 ಲಕ್ಷ ಮೌಲ್ಯದ ವಸ್ತುಗಳನ್ನು ವಶಪಡಿಸಿಕೊಳ್ಳಲಾಗಿದೆ. (28, 268, 192, 319)
soppina-dateline: ▪ಶೃಂಗೇರಿ: (430, 914, 456, 921)
registration-marks-3 (596, 1458, 640, 1468)
hostel-body (718, 100, 918, 250)
